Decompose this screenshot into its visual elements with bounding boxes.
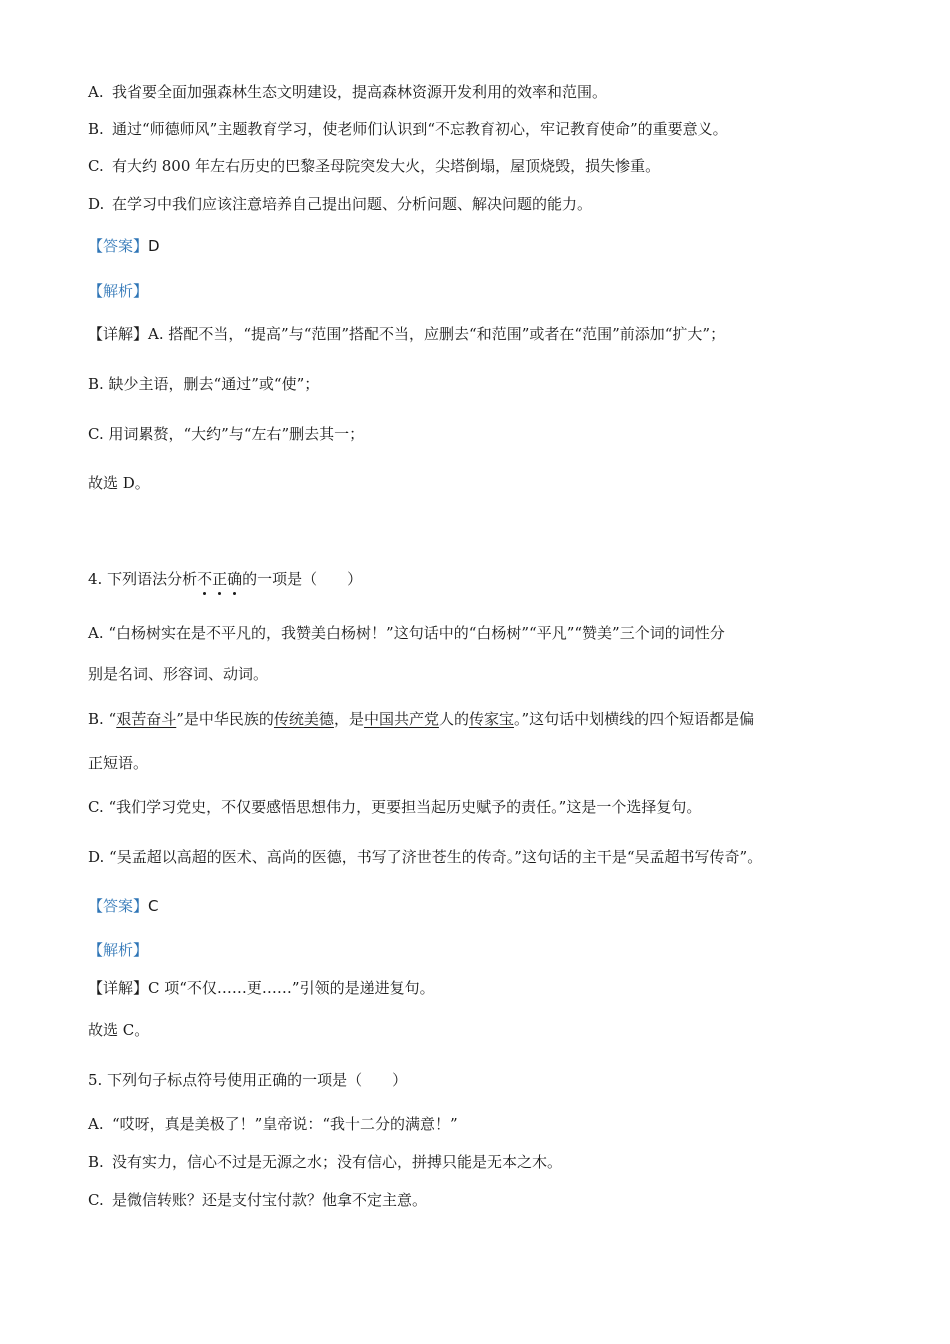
option-text: 在学习中我们应该注意培养自己提出问题、分析问题、解决问题的能力。 [112,195,593,213]
b-post: 。”这句话中划横线的四个短语都是偏 [514,710,755,728]
option-text: 有大约 800 年左右历史的巴黎圣母院突发大火，尖塔倒塌，屋顶烧毁，损失惨重。 [112,157,661,175]
option-letter: B. [88,120,104,138]
q5-option-c [88,1190,427,1210]
q3-analysis-label: 【解析】 [88,282,149,300]
option-text: 是微信转账？还是支付宝付款？他拿不定主意。 [112,1191,428,1209]
dotted-char-3: 确 [227,570,243,588]
option-letter: A. [88,83,104,101]
option-letter: A. [88,1115,104,1133]
q4-answer [88,896,159,916]
q4-option-b-line2: 正短语。 [88,754,149,772]
underlined-phrase-1: 艰苦奋斗 [116,710,177,728]
detail-label: 【详解】 [88,325,149,343]
dotted-char-1: 不 [197,570,213,588]
b-mid1: ”是中华民族的 [176,710,274,728]
b-mid2: ，是 [333,710,364,728]
underlined-phrase-3: 中国共产党 [363,710,439,728]
q4-conclusion: 故选 C。 [88,1021,150,1039]
option-text: 没有实力，信心不过是无源之水；没有信心，拼搏只能是无本之木。 [112,1153,563,1171]
option-text: “哎呀，真是美极了！”皇帝说：“我十二分的满意！” [112,1115,458,1133]
option-letter: D. [88,195,105,213]
detail-text: A. 搭配不当，“提高”与“范围”搭配不当，应删去“和范围”或者在“范围”前添加“扩大”； [148,325,726,343]
b-pre: B. “ [88,710,117,728]
option-letter: C. [88,157,104,175]
underlined-phrase-4: 传家宝 [468,710,514,728]
q3-answer [88,236,160,256]
q3-option-a [88,82,607,102]
q4-analysis-label: 【解析】 [88,941,149,959]
q4-detail [88,978,435,998]
q4-option-d: D. “吴孟超以高超的医术、高尚的医德，书写了济世苍生的传奇。”这句话的主干是“吴孟超书写传奇”。 [88,848,763,866]
option-letter: C. [88,1191,104,1209]
dotted-char-2: 正 [212,570,228,588]
q5-stem: 5. 下列句子标点符号使用正确的一项是（ ） [88,1071,408,1089]
stem-suffix: 的一项是（ ） [242,570,363,588]
q3-detail-line3: C. 用词累赘，“大约”与“左右”删去其一； [88,425,365,443]
b-mid3: 人的 [438,710,469,728]
q4-stem [88,569,362,589]
answer-label: 【答案】 [88,237,149,255]
option-text: 通过“师德师风”主题教育学习，使老师们认识到“不忘教育初心，牢记教育使命”的重要意义。 [112,120,728,138]
q3-conclusion: 故选 D。 [88,474,150,492]
stem-prefix: 4. 下列语法分析 [88,570,198,588]
q5-option-b [88,1152,562,1172]
detail-text: C 项“不仅……更……”引领的是递进复句。 [148,979,435,997]
q4-option-c: C. “我们学习党史，不仅要感悟思想伟力，更要担当起历史赋予的责任。”这是一个选择复句。 [88,798,702,816]
q3-detail-line2: B. 缺少主语，删去“通过”或“使”； [88,375,320,393]
answer-value: C [148,897,159,915]
q3-option-b [88,119,728,139]
detail-label: 【详解】 [88,979,149,997]
q4-option-a-line1: A. “白杨树实在是不平凡的，我赞美白杨树！”这句话中的“白杨树”“平凡”“赞美”三个词的词性分 [88,624,725,642]
q4-option-a-line2: 别是名词、形容词、动词。 [88,665,269,683]
q5-option-a [88,1114,458,1134]
underlined-phrase-2: 传统美德 [273,710,334,728]
option-text: 我省要全面加强森林生态文明建设，提高森林资源开发利用的效率和范围。 [112,83,608,101]
q3-option-d [88,194,592,214]
answer-label: 【答案】 [88,897,149,915]
q3-detail-line1 [88,324,725,344]
q4-option-b-line1 [88,709,754,729]
option-letter: B. [88,1153,104,1171]
q3-option-c [88,156,660,176]
stem-emphasis [197,570,242,588]
answer-value: D [148,237,160,255]
